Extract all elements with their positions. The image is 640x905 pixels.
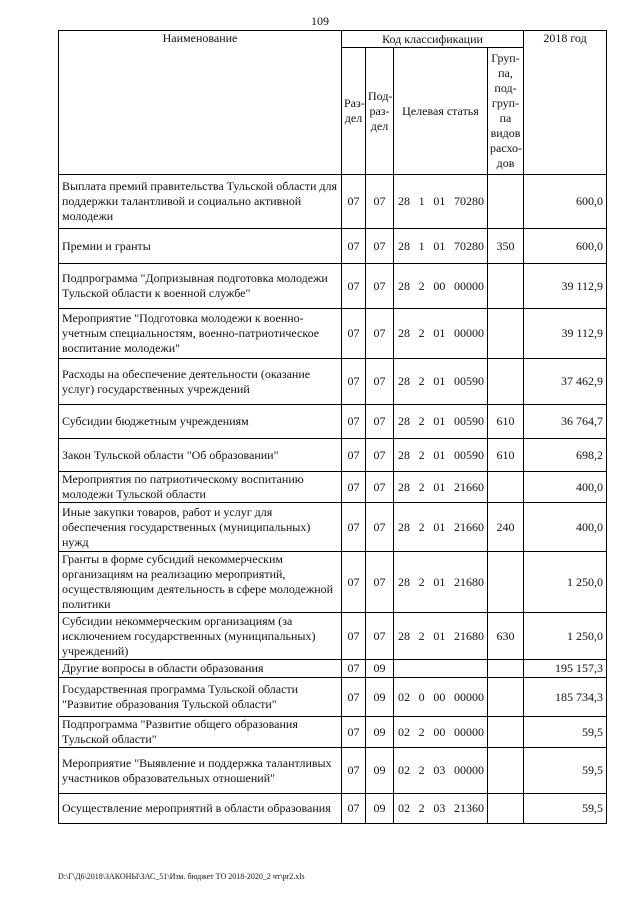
target-article-part: 28	[398, 194, 410, 208]
row-target-article	[394, 472, 488, 503]
target-article-part: 28	[398, 519, 410, 534]
row-subsection: 07	[366, 405, 394, 439]
target-article-part: 01	[433, 574, 446, 589]
header-expense-group: Груп- па, под- груп- па видов расхо- дов	[488, 48, 524, 175]
row-subsection: 07	[366, 503, 394, 552]
row-amount-2018: 600,0	[524, 175, 607, 229]
target-article-part: 28	[398, 479, 410, 494]
target-article-part: 01	[433, 519, 446, 534]
row-section: 07	[342, 613, 366, 660]
row-amount-2018: 1 250,0	[524, 613, 607, 660]
target-article-part: 03	[433, 763, 446, 777]
header-subsection: Под- раз- дел	[366, 48, 394, 175]
table-row	[59, 359, 607, 405]
row-expense-group: 610	[488, 405, 524, 439]
target-article-part: 03	[433, 801, 446, 815]
target-article-part: 01	[433, 374, 446, 388]
target-article-part: 00000	[453, 724, 484, 739]
row-expense-group	[488, 678, 524, 717]
row-amount-2018: 39 112,9	[524, 309, 607, 359]
row-target-article	[394, 613, 488, 660]
row-amount-2018: 39 112,9	[524, 264, 607, 309]
target-article-part: 1	[418, 194, 425, 208]
header-section: Раз- дел	[342, 48, 366, 175]
target-article-part: 2	[418, 326, 425, 340]
row-name: Подпрограмма "Допризывная подготовка молодежи Тульской области к военной службе"	[59, 264, 342, 309]
header-target: Целевая статья	[394, 48, 488, 175]
table-row	[59, 309, 607, 359]
row-section: 07	[342, 503, 366, 552]
row-name: Мероприятие "Подготовка молодежи к военно-учетным специальностям, военно-патриотическое воспитание молодежи"	[59, 309, 342, 359]
row-amount-2018: 400,0	[524, 472, 607, 503]
row-section: 07	[342, 717, 366, 748]
target-article-part: 01	[433, 414, 446, 428]
target-article-part: 2	[418, 414, 425, 428]
row-amount-2018: 1 250,0	[524, 552, 607, 613]
target-article-part: 21660	[453, 519, 484, 534]
target-article-part: 1	[418, 238, 425, 253]
target-article-part: 28	[398, 278, 410, 293]
row-section: 07	[342, 660, 366, 678]
row-name: Закон Тульской области "Об образовании"	[59, 439, 342, 472]
target-article-part: 00000	[453, 763, 484, 777]
row-target-article	[394, 552, 488, 613]
row-name: Мероприятия по патриотическому воспитанию молодежи Тульской области	[59, 472, 342, 503]
target-article-part: 2	[418, 479, 425, 494]
table-row	[59, 472, 607, 503]
table-row	[59, 613, 607, 660]
target-article-part: 02	[398, 724, 410, 739]
target-article-part: 2	[418, 278, 425, 293]
target-article-part: 01	[433, 479, 446, 494]
target-article-part: 02	[398, 801, 410, 815]
row-section: 07	[342, 678, 366, 717]
table-row	[59, 503, 607, 552]
table-row	[59, 264, 607, 309]
row-target-article	[394, 717, 488, 748]
row-section: 07	[342, 748, 366, 794]
row-name: Выплата премий правительства Тульской области для поддержки талантливой и социально активной молодежи	[59, 175, 342, 229]
header-code-group: Код классификации	[342, 31, 524, 48]
row-amount-2018: 400,0	[524, 503, 607, 552]
row-amount-2018: 185 734,3	[524, 678, 607, 717]
row-name: Расходы на обеспечение деятельности (оказание услуг) государственных учреждений	[59, 359, 342, 405]
row-expense-group	[488, 175, 524, 229]
row-expense-group	[488, 359, 524, 405]
row-section: 07	[342, 439, 366, 472]
table-row	[59, 175, 607, 229]
row-name: Мероприятие "Выявление и поддержка талантливых участников образовательных отношений"	[59, 748, 342, 794]
budget-table	[58, 30, 607, 824]
target-article-part: 2	[418, 447, 425, 462]
row-amount-2018: 600,0	[524, 229, 607, 264]
row-subsection: 09	[366, 748, 394, 794]
row-name: Премии и гранты	[59, 229, 342, 264]
row-target-article	[394, 439, 488, 472]
target-article-part: 00	[433, 724, 446, 739]
row-name: Гранты в форме субсидий некоммерческим организациям на реализацию мероприятий, осуществляющим деятельность в сфере молодежной политики	[59, 552, 342, 613]
table-row	[59, 717, 607, 748]
row-target-article	[394, 264, 488, 309]
row-amount-2018: 36 764,7	[524, 405, 607, 439]
row-expense-group: 350	[488, 229, 524, 264]
row-subsection: 07	[366, 439, 394, 472]
row-target-article	[394, 748, 488, 794]
target-article-part: 21360	[453, 801, 484, 815]
target-article-part: 01	[433, 194, 446, 208]
table-row	[59, 552, 607, 613]
row-section: 07	[342, 552, 366, 613]
row-expense-group: 240	[488, 503, 524, 552]
row-expense-group: 610	[488, 439, 524, 472]
target-article-part: 2	[418, 801, 425, 815]
target-article-part: 21660	[453, 479, 484, 494]
row-section: 07	[342, 229, 366, 264]
target-article-part: 00590	[453, 374, 484, 388]
row-amount-2018: 59,5	[524, 748, 607, 794]
row-target-article	[394, 503, 488, 552]
target-article-part: 01	[433, 326, 446, 340]
row-expense-group	[488, 660, 524, 678]
row-name: Государственная программа Тульской области "Развитие образования Тульской области"	[59, 678, 342, 717]
row-name: Подпрограмма "Развитие общего образования Тульской области"	[59, 717, 342, 748]
target-article-part: 0	[418, 689, 425, 704]
row-expense-group	[488, 794, 524, 824]
target-article-part: 2	[418, 519, 425, 534]
row-subsection: 09	[366, 717, 394, 748]
row-subsection: 07	[366, 264, 394, 309]
target-article-part: 70280	[453, 194, 484, 208]
row-subsection: 07	[366, 309, 394, 359]
row-section: 07	[342, 175, 366, 229]
target-article-part: 00590	[453, 447, 484, 462]
row-expense-group	[488, 717, 524, 748]
row-target-article	[394, 229, 488, 264]
row-section: 07	[342, 264, 366, 309]
target-article-part: 28	[398, 326, 410, 340]
row-subsection: 07	[366, 472, 394, 503]
target-article-part: 2	[418, 374, 425, 388]
target-article-part: 28	[398, 574, 410, 589]
table-row	[59, 405, 607, 439]
target-article-part: 00	[433, 278, 446, 293]
row-expense-group	[488, 264, 524, 309]
row-subsection: 07	[366, 552, 394, 613]
table-row	[59, 678, 607, 717]
row-subsection: 07	[366, 175, 394, 229]
row-section: 07	[342, 359, 366, 405]
row-name: Осуществление мероприятий в области образования	[59, 794, 342, 824]
row-subsection: 09	[366, 794, 394, 824]
row-subsection: 07	[366, 229, 394, 264]
row-name: Другие вопросы в области образования	[59, 660, 342, 678]
target-article-part: 2	[418, 763, 425, 777]
row-target-article	[394, 175, 488, 229]
table-row	[59, 439, 607, 472]
row-target-article	[394, 794, 488, 824]
row-expense-group	[488, 552, 524, 613]
target-article-part: 00590	[453, 414, 484, 428]
row-section: 07	[342, 405, 366, 439]
header-name: Наименование	[59, 31, 342, 175]
target-article-part: 21680	[453, 574, 484, 589]
row-amount-2018: 59,5	[524, 794, 607, 824]
row-subsection: 07	[366, 359, 394, 405]
target-article-part: 01	[433, 447, 446, 462]
target-article-part: 70280	[453, 238, 484, 253]
row-name: Иные закупки товаров, работ и услуг для обеспечения государственных (муниципальных) нужд	[59, 503, 342, 552]
row-expense-group	[488, 748, 524, 794]
page-number: 109	[311, 14, 329, 28]
row-expense-group	[488, 309, 524, 359]
target-article-part: 00000	[453, 689, 484, 704]
target-article-part: 00	[433, 689, 446, 704]
row-target-article	[394, 405, 488, 439]
target-article-part: 2	[418, 628, 425, 643]
target-article-part: 02	[398, 689, 410, 704]
table-row	[59, 229, 607, 264]
file-path: D:\Г\Д6\2018\ЗАКОНЫ\ЗАС_51\Изм. бюджет ТО 2018-2020_2 чт\pr2.xls	[58, 872, 305, 881]
target-article-part: 00000	[453, 326, 484, 340]
table-row	[59, 660, 607, 678]
row-amount-2018: 37 462,9	[524, 359, 607, 405]
row-target-article	[394, 359, 488, 405]
target-article-part: 28	[398, 414, 410, 428]
row-target-article	[394, 309, 488, 359]
row-target-article	[394, 678, 488, 717]
row-expense-group: 630	[488, 613, 524, 660]
target-article-part: 28	[398, 628, 410, 643]
row-name: Субсидии бюджетным учреждениям	[59, 405, 342, 439]
table-row	[59, 794, 607, 824]
row-subsection: 09	[366, 678, 394, 717]
row-subsection: 07	[366, 613, 394, 660]
row-subsection: 09	[366, 660, 394, 678]
row-target-article	[394, 660, 488, 678]
header-year: 2018 год	[524, 31, 607, 175]
target-article-part: 2	[418, 574, 425, 589]
target-article-part: 28	[398, 238, 410, 253]
table-row	[59, 748, 607, 794]
target-article-part: 01	[433, 238, 446, 253]
row-expense-group	[488, 472, 524, 503]
row-amount-2018: 698,2	[524, 439, 607, 472]
row-section: 07	[342, 794, 366, 824]
row-amount-2018: 195 157,3	[524, 660, 607, 678]
row-amount-2018: 59,5	[524, 717, 607, 748]
target-article-part: 00000	[453, 278, 484, 293]
row-name: Субсидии некоммерческим организациям (за исключением государственных (муниципальных) учреждений)	[59, 613, 342, 660]
row-section: 07	[342, 309, 366, 359]
target-article-part: 02	[398, 763, 410, 777]
row-section: 07	[342, 472, 366, 503]
target-article-part: 28	[398, 447, 410, 462]
target-article-part: 01	[433, 628, 446, 643]
target-article-part: 21680	[453, 628, 484, 643]
target-article-part: 28	[398, 374, 410, 388]
target-article-part: 2	[418, 724, 425, 739]
